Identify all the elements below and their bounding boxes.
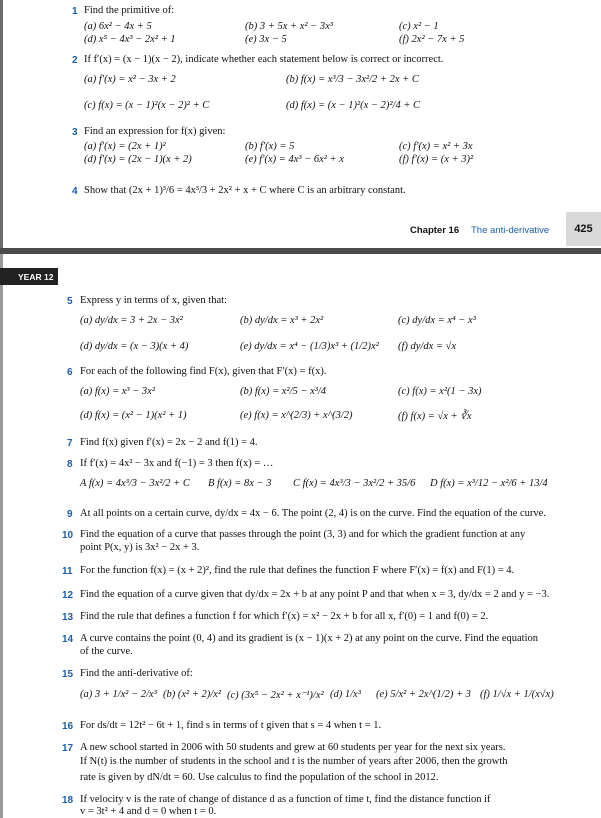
q15-number: 15 — [62, 669, 74, 680]
q8-text: If f′(x) = 4x² − 3x and f(−1) = 3 then f(x) = … — [80, 458, 274, 469]
q14-text-line2: of the curve. — [80, 646, 133, 657]
q1-part-b: (b) 3 + 5x + x² − 3x³ — [245, 21, 333, 32]
q11-number: 11 — [62, 566, 73, 577]
q4-text: Show that (2x + 1)³/6 = 4x³/3 + 2x² + x + C where C is an arbitrary constant. — [84, 185, 406, 196]
q6-part-e: (e) f(x) = x^(2/3) + x^(3/2) — [240, 410, 353, 421]
q8-option-a: A f(x) = 4x³/3 − 3x²/2 + C — [80, 478, 190, 489]
q5-part-b: (b) dy/dx = x³ + 2x² — [240, 315, 324, 326]
q12-text: Find the equation of a curve given that dy/dx = 2x + b at any point P and that when x = 3, dy/dx = 2 and y = −3. — [80, 589, 550, 600]
q16-text: For ds/dt = 12t² − 6t + 1, find s in terms of t given that s = 4 when t = 1. — [80, 720, 382, 731]
q3-text: Find an expression for f(x) given: — [84, 126, 226, 137]
q6-part-c: (c) f(x) = x²(1 − 3x) — [398, 386, 482, 397]
q11-text: For the function f(x) = (x + 2)², find the rule that defines the function F where F′(x) = f(x) and F(1) = 4. — [80, 565, 515, 576]
q2-part-a: (a) f′(x) = x² − 3x + 2 — [84, 74, 176, 85]
q8-number: 8 — [67, 459, 73, 470]
q1-number: 1 — [72, 6, 78, 17]
q1-part-c: (c) x² − 1 — [399, 21, 439, 32]
q5-part-a: (a) dy/dx = 3 + 2x − 3x² — [80, 315, 183, 326]
q15-part-c: (c) (3x⁵ − 2x² + x⁻¹)/x² — [227, 690, 324, 701]
q4-number: 4 — [72, 186, 78, 197]
q1-text: Find the primitive of: — [84, 5, 175, 16]
page-edge-bottom — [0, 254, 3, 818]
q1-part-d: (d) x⁵ − 4x³ − 2x² + 1 — [84, 34, 176, 45]
q15-part-d: (d) 1/x³ — [330, 689, 361, 700]
q17-text-line3: rate is given by dN/dt = 60. Use calculus to find the population of the school in 2012. — [80, 772, 439, 783]
q2-part-b: (b) f(x) = x³/3 − 3x²/2 + 2x + C — [286, 74, 419, 85]
q1-part-e: (e) 3x − 5 — [245, 34, 287, 45]
q13-number: 13 — [62, 612, 74, 623]
page-edge-top — [0, 0, 3, 248]
q6-text: For each of the following find F(x), given that F′(x) = f(x). — [80, 366, 327, 377]
q10-number: 10 — [62, 530, 74, 541]
q8-option-d: D f(x) = x³/12 − x²/6 + 13/4 — [430, 478, 548, 489]
q8-option-b: B f(x) = 8x − 3 — [208, 478, 272, 489]
q3-part-d: (d) f′(x) = (2x − 1)(x + 2) — [84, 154, 192, 165]
q9-number: 9 — [67, 509, 73, 520]
q10-text-line1: Find the equation of a curve that passes through the point (3, 3) and for which the gradient function at any — [80, 529, 526, 540]
q6-part-d: (d) f(x) = (x² − 1)(x² + 1) — [80, 410, 187, 421]
q3-part-f: (f) f′(x) = (x + 3)² — [399, 154, 474, 165]
q18-number: 18 — [62, 795, 74, 806]
q15-part-e: (e) 5/x² + 2x^(1/2) + 3 — [376, 689, 471, 700]
q15-part-a: (a) 3 + 1/x² − 2/x³ — [80, 689, 157, 700]
q17-text-line2: If N(t) is the number of students in the school and t is the number of years after 2006, then the growth — [80, 756, 508, 767]
q6-part-f: (f) f(x) = √x + ∛x — [398, 411, 472, 422]
q15-part-b: (b) (x² + 2)/x² — [163, 689, 221, 700]
q3-part-a: (a) f′(x) = (2x + 1)² — [84, 141, 166, 152]
q5-number: 5 — [67, 296, 73, 307]
q3-number: 3 — [72, 127, 78, 138]
q2-number: 2 — [72, 55, 78, 66]
q8-option-c: C f(x) = 4x³/3 − 3x²/2 + 35/6 — [293, 478, 416, 489]
q3-part-b: (b) f′(x) = 5 — [245, 141, 295, 152]
q2-part-c: (c) f(x) = (x − 1)²(x − 2)² + C — [84, 100, 210, 111]
q12-number: 12 — [62, 590, 74, 601]
q3-part-e: (e) f′(x) = 4x³ − 6x² + x — [245, 154, 344, 165]
q10-text-line2: point P(x, y) is 3x² − 2x + 3. — [80, 542, 200, 553]
q1-part-f: (f) 2x² − 7x + 5 — [399, 34, 465, 45]
q18-text-line2: v = 3t² + 4 and d = 0 when t = 0. — [80, 806, 217, 817]
q17-number: 17 — [62, 743, 74, 754]
q5-part-e: (e) dy/dx = x⁴ − (1/3)x³ + (1/2)x² — [240, 341, 379, 352]
q2-text: If f′(x) = (x − 1)(x − 2), indicate whether each statement below is correct or incorrect. — [84, 54, 444, 65]
q15-text: Find the anti-derivative of: — [80, 668, 193, 679]
q6-number: 6 — [67, 367, 73, 378]
q15-part-f: (f) 1/√x + 1/(x√x) — [480, 689, 554, 700]
chapter-label: Chapter 16 — [410, 225, 460, 236]
chapter-topic: The anti-derivative — [471, 225, 550, 236]
q14-number: 14 — [62, 634, 74, 645]
page-number: 425 — [566, 212, 601, 246]
q9-text: At all points on a certain curve, dy/dx = 4x − 6. The point (2, 4) is on the curve. Find the equation of the curve. — [80, 508, 546, 519]
q5-part-d: (d) dy/dx = (x − 3)(x + 4) — [80, 341, 189, 352]
q6-part-b: (b) f(x) = x²/5 − x³/4 — [240, 386, 327, 397]
q5-part-f: (f) dy/dx = √x — [398, 341, 457, 352]
year-tab: YEAR 12 — [0, 268, 58, 285]
q14-text-line1: A curve contains the point (0, 4) and its gradient is (x − 1)(x + 2) at any point on the curve. Find the equation — [80, 633, 538, 644]
q18-text-line1: If velocity v is the rate of change of distance d as a function of time t, find the distance function if — [80, 794, 491, 805]
q1-part-a: (a) 6x² − 4x + 5 — [84, 21, 152, 32]
q16-number: 16 — [62, 721, 74, 732]
page-separator — [0, 248, 601, 254]
q13-text: Find the rule that defines a function f for which f′(x) = x² − 2x + b for all x, f′(0) = 1 and f(0) = 2. — [80, 611, 489, 622]
q5-text: Express y in terms of x, given that: — [80, 295, 227, 306]
q7-text: Find f(x) given f′(x) = 2x − 2 and f(1) = 4. — [80, 437, 258, 448]
q7-number: 7 — [67, 438, 73, 449]
q2-part-d: (d) f(x) = (x − 1)²(x − 2)²/4 + C — [286, 100, 421, 111]
q3-part-c: (c) f′(x) = x² + 3x — [399, 141, 473, 152]
q17-text-line1: A new school started in 2006 with 50 students and grew at 60 students per year for the next six years. — [80, 742, 506, 753]
q5-part-c: (c) dy/dx = x⁴ − x³ — [398, 315, 476, 326]
q6-part-a: (a) f(x) = x³ − 3x² — [80, 386, 155, 397]
